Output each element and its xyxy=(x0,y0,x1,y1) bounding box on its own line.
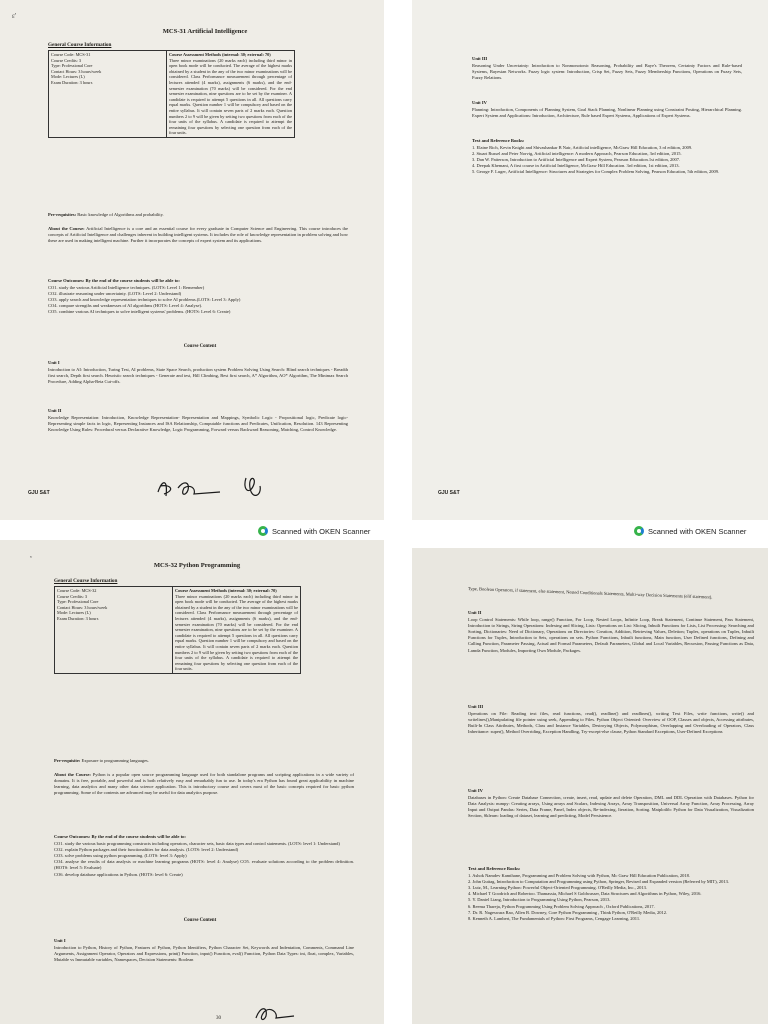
scanner-logo-icon xyxy=(258,526,268,536)
text-books xyxy=(472,138,742,176)
page-title: MCS-31 Artificial Intelligence xyxy=(162,28,248,35)
unit-heading: Unit III xyxy=(472,56,488,61)
unit-heading: Unit I xyxy=(48,360,60,365)
books-heading: Text and Reference Books: xyxy=(472,138,525,143)
outcome-item: CO4. analyse the results of data analysis or machine learning programs (HOTS: level 4: Analyse) CO5. evaluate solutions according to the problem definition. (HOTS: level 5: Evaluate) xyxy=(54,859,354,871)
text-books xyxy=(468,866,754,922)
book-item: 2. John Guttag, Introduction to Computation and Programming using Python, Springer, Revised and Expanded version (Referred by MIT), 2013. xyxy=(468,879,730,885)
exam-duration: Exam Duration: 3 hours xyxy=(51,79,93,85)
contact-hours: Contact Hours: 3 hours/week xyxy=(51,68,102,74)
outcomes-heading: Course Outcomes: By the end of the course students will be able to: xyxy=(54,834,186,839)
general-info-table xyxy=(48,50,295,138)
assessment-text: Three minor examinations (20 marks each) including third minor in open book mode will be conducted. The average of the highest marks obtained by a student in the any of the two minor examinations will be considered. Class Performance measurement through percentage of lectures attended (4 marks), assignments (6 marks), and the end-semester examination (70 marks) will be considered. For the end semester examination, nine questions are to be set by the examiner. A candidate is required to attempt 5 questions in all. All questions carry equal marks. Question number 1 will be compulsory and based on the entire syllabus. It will contain seven parts of 2 marks each. Question numbers 2 to 9 will be given by setting two questions from each of the four units of the syllabus. A candidate is required to attempt the remaining four questions by selecting one question from each of the four units. xyxy=(169,57,292,136)
outcome-item: CO4. compare strengths and weaknesses of AI algorithms (HOTS: Level 4: Analyse). xyxy=(48,303,203,309)
course-type: Type: Professional Core xyxy=(57,599,99,605)
unit-text: Type, Boolean Operators, if statement, else statement, Nested Conditionals Statements, Multi-way Decision Statements (elif statement). xyxy=(467,586,713,600)
outcome-item: CO3. solve problems using python programming. (LOTS: level 3: Apply) xyxy=(54,853,187,859)
course-outcomes xyxy=(48,278,348,316)
outcome-item: CO5. combine various AI techniques to solve intelligent systems' problems. (HOTS: Level 6: Create) xyxy=(48,309,231,315)
unit-4 xyxy=(472,100,742,119)
assessment-heading: Course Assessment Methods (internal: 30; external: 70) xyxy=(175,588,277,593)
unit-heading: Unit II xyxy=(468,610,482,615)
unit-heading: Unit II xyxy=(48,408,62,413)
university-footer: GJU S&T xyxy=(28,490,50,496)
about-course xyxy=(54,772,354,796)
course-content-heading: Course Content xyxy=(183,344,217,349)
about-text: Artificial Intelligence is a core and an essential course for every graduate in Computer Science and Engineering. This course introduces the concepts of Artificial Intelligence and challenges inherent in building intelligent systems. It includes the role of knowledge representation in problem solving and how these are used in making intelligent machine. Further it incorporates the concepts of expert system and its applications. xyxy=(48,226,349,244)
scanner-label: Scanned with OKEN Scanner xyxy=(648,526,747,536)
about-course xyxy=(48,226,348,244)
outcome-item: CO1. study the various basic programming constructs including operators, character sets, basic data types and control statements. (LOTS: level 1: Understand) xyxy=(54,841,340,847)
scanner-logo-icon xyxy=(634,526,644,536)
course-info-cell xyxy=(49,51,167,138)
unit-2 xyxy=(468,610,754,654)
unit-text: Introduction to AI: Introduction, Turing Test, AI problems, State Space Search, production system Problem Solving Using Search: Blind search techniques - Breadth first search, Depth first search. Heuristic search techniques - Generate and test, Hill Climbing, Best first search, A* Algorithm, AO* Algorithm, The Minimax Search Procedure, Adding Alpha-Beta Cut-offs. xyxy=(48,367,348,385)
about-label: About the Course: xyxy=(54,772,91,777)
book-item: 3. Lutz, M., Learning Python: Powerful Object-Oriented Programming. O'Reilly Media, Inc., 2013. xyxy=(468,885,648,891)
book-item: 7. Dr. R. Nageswara Rao, Allen B. Downey, Core Python Programming , Think Python, O'Reilly Media, 2012. xyxy=(468,909,668,915)
unit-text: Databases in Python: Create Database Connection, create, insert, read, update and delete Operation, DML and DDL Operation with Databases. Python for Data Analysis: numpy: Creating arrays, Using arrays and Scalars, Indexing Arrays, Array Transposition, Universal Array Function, Array Processing, Array Input and Output Pandas: Series, Data Frame, Panel, Index objects, Re-indexing, Iteration, Sorting. Matplotlib: Python for Data Visualization, Visualization Section, Sklearn: loading of dataset, learning and predicting, Model Persistence. xyxy=(468,795,754,819)
course-credits: Course Credits: 3 xyxy=(51,57,82,63)
page-title: MCS-32 Python Programming xyxy=(153,562,241,569)
unit-3 xyxy=(472,56,742,81)
page-ai-syllabus-part2 xyxy=(412,0,768,520)
unit-text: Loop Control Statements: While loop, range() Function, For Loop, Nested Loops, Infinite Loop, Break Statement, Continue Statement, Pass Statement, Introduction to Strings, String Operations: Indexing and Slicing, Lists: Operations on List: Slicing, Inbuilt Functions for Lists, List Processing: Searching and Sorting, Dictionaries: Need of Dictionary, Operations on Directories: Creation, Addition, Retrieving Values, Deletion; Tuples, operations on Tuples, Inbuilt Functions for Tuples, Introduction to Sets, operations on sets. Python Functions, Inbuilt functions, Main function, User Defined functions, Defining and Calling Function, Parameter Passing, Actual and Formal Parameters, Default Parameters, Global and Local Variables, Recursion, Passing Functions as Data, Lamda Function, Modules, Importing Own Module, Packages. xyxy=(468,617,754,653)
about-label: About the Course: xyxy=(48,226,85,231)
pen-mark: ε' xyxy=(12,12,17,20)
unit-text: Knowledge Representation: Introduction, Knowledge Representation- Representation and Mappings, Symbolic Logic - Propositional logic, Predicate logic- Representing simple facts in logic, Representing Instances and ISA Relationship, Computable functions and Predicates, Unification, Resolution. 143 Representing Knowledge Using Rules: Procedural versus Declarative Knowledge, Logic Programming, Forward versus Backward Reasoning, Matching, Control Knowledge. xyxy=(48,415,348,433)
book-item: 8. Kenneth A. Lambert, The Fundamentals of Python: First Programs, Cengage Learning, 2011. xyxy=(468,915,641,921)
prereq-label: Pre-requisite: xyxy=(54,758,81,763)
unit-1 xyxy=(54,938,354,963)
prereq-text: Basic knowledge of Algorithms and probability. xyxy=(77,212,164,217)
outcome-item: CO3. apply search and knowledge representation techniques to solve AI problems.(LOTS: Level 3: Apply) xyxy=(48,297,241,303)
unit-text: Introduction to Python, History of Python, Features of Python, Python Identifiers, Python Character Set, Keywords and Indentation, Comments, Command Line Arguments, Assignment Operator, Operators and Expressions, print() Function, input() Function, eval() Function, Python Data Types: int, float, complex, Variables, Mutable vs Immutable variables, Namespaces, Decision Statements: Boolean xyxy=(54,945,354,963)
scanner-watermark xyxy=(634,524,746,538)
signatures xyxy=(150,466,290,506)
course-outcomes xyxy=(54,834,354,878)
page-number: 30 xyxy=(216,1016,221,1021)
course-code: Course Code: MCS-31 xyxy=(51,52,91,57)
book-item: 1. Ashok Namdev Kamthane, Programming and Problem Solving with Python, Mc Graw Hill Education Publication, 2018. xyxy=(468,873,690,879)
assessment-cell xyxy=(173,587,301,674)
page-ai-syllabus-part1 xyxy=(0,0,384,520)
contact-hours: Contact Hours: 3 hours/week xyxy=(57,604,108,610)
unit-text: Reasoning Under Uncertainty: Introduction to Nonmonotonic Reasoning, Probability and Baye's Theorem, Certainty Factors and Rule-based Systems, Bayesian Networks. Fuzzy logic system: Introduction, Crisp Set, Fuzzy Sets, Fuzzy Membership Functions, Operations on Fuzzy Sets, Fuzzy Relations. xyxy=(472,63,742,81)
unit-1 xyxy=(48,360,348,385)
unit-heading: Unit IV xyxy=(468,788,483,793)
prereq-text: Exposure to programming languages. xyxy=(81,758,149,763)
general-info-heading: General Course Information xyxy=(48,42,112,48)
book-item: 4. Michael T Goodrich and Robertoo. Thamassia, Michael S Goldwasser, Data Structures and Algorithms in Python, Wiley, 2016. xyxy=(468,891,702,897)
course-content-heading: Course Content xyxy=(183,918,217,923)
unit-3 xyxy=(468,704,754,735)
general-info-table xyxy=(54,586,301,674)
university-footer: GJU S&T xyxy=(438,490,460,496)
book-item: 5. George F. Luger, Artificial Intelligence: Structures and Strategies for Complex Problem Solving, Pearson Education, 5th edition, 2009. xyxy=(472,169,720,175)
course-info-cell xyxy=(55,587,173,674)
outcome-item: CO2. explain Python packages and their functionalities for data analysis. (LOTS: level 2: Understand) xyxy=(54,847,239,853)
unit-text: Operations on File: Reading text files, read functions, read(), readline() and readlines(), writing Text Files, write functions, write() and writelines(),Manipulating file pointer using seek, Appending to Files. Python Object Oriented: Overview of OOP, Classes and objects, Accessing attributes, Built-In Class Attributes, Methods, Class and Instance Variables, Destroying Objects, Polymorphism, Overlapping and Overloading of Operators, Class Inheritance: super(), Method Overriding, Exception Handling, Try-except-else clause, Python Standard Exceptions, User-Defined Exceptions xyxy=(468,711,754,735)
assessment-text: Three minor examinations (20 marks each) including third minor in open book mode will be conducted. The average of the highest marks obtained by a student in the any of the two minor examinations will be considered. Class Performance measurement through percentage of lectures attended (4 marks), assignments (6 marks), and the end-semester examination (70 marks) will be considered. For the end semester examination, nine questions are to be set by the examiner. A candidate is required to attempt 5 questions in all. All questions carry equal marks. Question number 1 will be compulsory and based on the entire syllabus. It will contain seven parts of 2 marks each. Question numbers 2 to 9 will be given by setting two questions from each of the four units of the syllabus. A candidate is required to attempt the remaining four questions by selecting one question from each of the four units. xyxy=(175,593,298,672)
general-info-heading: General Course Information xyxy=(54,578,118,584)
outcome-item: CO6. develop database applications in Python. (HOTS: level 6: Create) xyxy=(54,871,183,877)
book-item: 6. Reema Thareja, Python Programming Using Problem Solving Approach , Oxford Publications, 2017. xyxy=(468,903,655,909)
assessment-cell xyxy=(167,51,295,138)
course-type: Type: Professional Core xyxy=(51,63,93,69)
book-item: 2. Stuart Russel and Peter Norvig, Artificial intelligence: A modern Approach, Pearson Education, 3rd edition, 2015. xyxy=(472,151,682,157)
page-python-syllabus-part2 xyxy=(412,548,768,1024)
scanner-label: Scanned with OKEN Scanner xyxy=(272,526,371,536)
course-mode: Mode: Lectures (L) xyxy=(51,74,85,80)
book-item: 1. Elaine Rich, Kevin Knight and Shivashankar B Nair, Artificial intelligence, McGraw Hill Education, 3 rd edition, 2009. xyxy=(472,145,693,151)
unit-heading: Unit III xyxy=(468,704,484,709)
course-credits: Course Credits: 3 xyxy=(57,593,88,599)
prereq-label: Pre-requisites: xyxy=(48,212,77,217)
books-heading: Text and Reference Books: xyxy=(468,866,521,871)
book-item: 4. Deepak Khemani, A first course in Artificial Intelligence, McGraw Hill Education. 3rd edition, 1st edition, 2013. xyxy=(472,163,680,169)
unit-1-continued xyxy=(468,586,754,602)
course-mode: Mode: Lectures (L) xyxy=(57,610,91,616)
about-text: Python is a popular open source programming language used for both standalone programs and scripting applications in a wide variety of domains. It is free, portable, and powerful and is both relatively easy and remarkably fun to use. In today's era Python has found great applicability in machine learning, data analytics and many other data science application. This is introductory course and covers most of the basic concepts required for basic python programming. Some of the contents are advanced may be useful for data analytics purpose. xyxy=(54,772,355,796)
unit-text: Planning: Introduction, Components of Planning System, Goal Stack Planning, Nonlinear Planning using Constraint Posting, Hierarchical Planning. Expert System and Applications: Introduction, Architecture, Rule based Expert Systems, Applications of Expert Systems. xyxy=(472,107,742,119)
book-item: 3. Dan W. Patterson, Introduction to Artificial Intelligence and Expert System, Pearson Education.1st edition, 2007. xyxy=(472,157,681,163)
outcomes-heading: Course Outcomes: By the end of the course students will be able to: xyxy=(48,278,180,283)
course-code: Course Code: MCS-32 xyxy=(57,588,97,593)
signature xyxy=(250,1002,300,1024)
unit-2 xyxy=(48,408,348,433)
prerequisites xyxy=(48,212,348,218)
book-item: 5. Y. Daniel Liang, Introduction to Programming Using Python, Pearson, 2013. xyxy=(468,897,611,903)
scanner-watermark xyxy=(258,524,370,538)
unit-heading: Unit IV xyxy=(472,100,487,105)
unit-4 xyxy=(468,788,754,819)
pen-mark: ᵛ xyxy=(30,554,33,562)
page-python-syllabus-part1 xyxy=(0,540,384,1024)
assessment-heading: Course Assessment Methods (internal: 30; external: 70) xyxy=(169,52,271,57)
unit-heading: Unit I xyxy=(54,938,66,943)
outcome-item: CO1. study the various Artificial Intelligence techniques. (LOTS: Level 1: Remember) xyxy=(48,285,205,291)
outcome-item: CO2. illustrate reasoning under uncertainty. (LOTS: Level 2: Understand) xyxy=(48,291,182,297)
exam-duration: Exam Duration: 3 hours xyxy=(57,615,99,621)
prerequisites xyxy=(54,758,354,764)
